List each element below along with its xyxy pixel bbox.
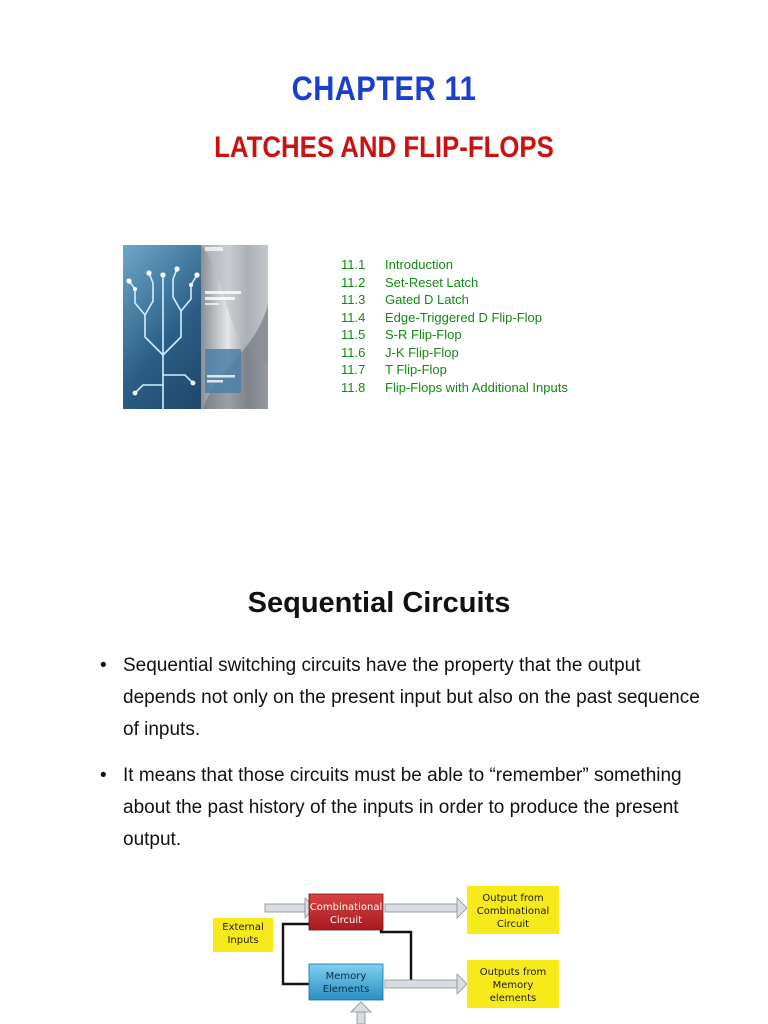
external-inputs-label-2: Inputs (227, 935, 259, 946)
bullet-icon: • (100, 655, 107, 676)
combinational-label-2: Circuit (329, 915, 363, 926)
output-memory-label-2: Memory (492, 980, 534, 991)
sequential-circuit-diagram (205, 880, 565, 1024)
toc-label: Gated D Latch (385, 292, 469, 307)
toc-number: 11.7 (341, 362, 366, 377)
external-inputs-label-1: External (222, 922, 264, 933)
combinational-label-1: Combinational (309, 902, 383, 913)
toc-label: S-R Flip-Flop (385, 327, 462, 342)
toc-number: 11.8 (341, 379, 366, 395)
bullet-text: It means that those circuits must be able to “remember” something about the past history of the inputs in order to produce the present output. (123, 765, 682, 850)
book-cover-image (123, 245, 268, 409)
external-input-arrow (265, 898, 315, 918)
chapter-title: CHAPTER 11 (291, 70, 477, 108)
toc-item (341, 274, 568, 292)
toc-item (341, 309, 568, 327)
output-memory-label-3: elements (489, 993, 537, 1004)
toc-item (341, 291, 568, 309)
toc-number: 11.1 (341, 257, 366, 272)
memory-label-1: Memory (325, 971, 367, 982)
toc-item (341, 361, 568, 379)
output-combinational-label-1: Output from (482, 893, 544, 904)
chapter-subtitle: LATCHES AND FLIP-FLOPS (214, 131, 554, 164)
output-combinational-label-3: Circuit (496, 919, 530, 930)
bullet-text: Sequential switching circuits have the property that the output depends not only on the present input but also on the past sequence of inputs. (123, 655, 700, 740)
memory-output-arrow (385, 974, 467, 994)
memory-label-2: Elements (322, 984, 370, 995)
toc-label: T Flip-Flop (385, 362, 447, 377)
output-memory-label-1: Outputs from (479, 967, 547, 978)
toc-number: 11.2 (341, 274, 366, 290)
toc-label: J-K Flip-Flop (385, 344, 459, 360)
bullet-item (100, 650, 700, 746)
toc-item (341, 379, 568, 397)
toc-number: 11.4 (341, 309, 366, 325)
toc-item (341, 256, 568, 274)
toc-item (341, 326, 568, 344)
toc-item (341, 344, 568, 362)
bullet-icon: • (100, 765, 107, 786)
combinational-output-arrow (385, 898, 467, 918)
table-of-contents (341, 256, 568, 396)
output-combinational-label-2: Combinational (476, 906, 550, 917)
toc-number: 11.3 (341, 292, 366, 307)
toc-number: 11.5 (341, 327, 366, 342)
toc-label: Set-Reset Latch (385, 274, 479, 290)
clock-input-arrow (351, 1002, 371, 1024)
toc-label: Edge-Triggered D Flip-Flop (385, 309, 543, 325)
toc-number: 11.6 (341, 344, 366, 360)
toc-label: Flip-Flops with Additional Inputs (385, 379, 568, 395)
toc-label: Introduction (385, 257, 453, 272)
bullet-list (100, 650, 700, 870)
bullet-item (100, 760, 700, 856)
section-title: Sequential Circuits (247, 587, 511, 619)
